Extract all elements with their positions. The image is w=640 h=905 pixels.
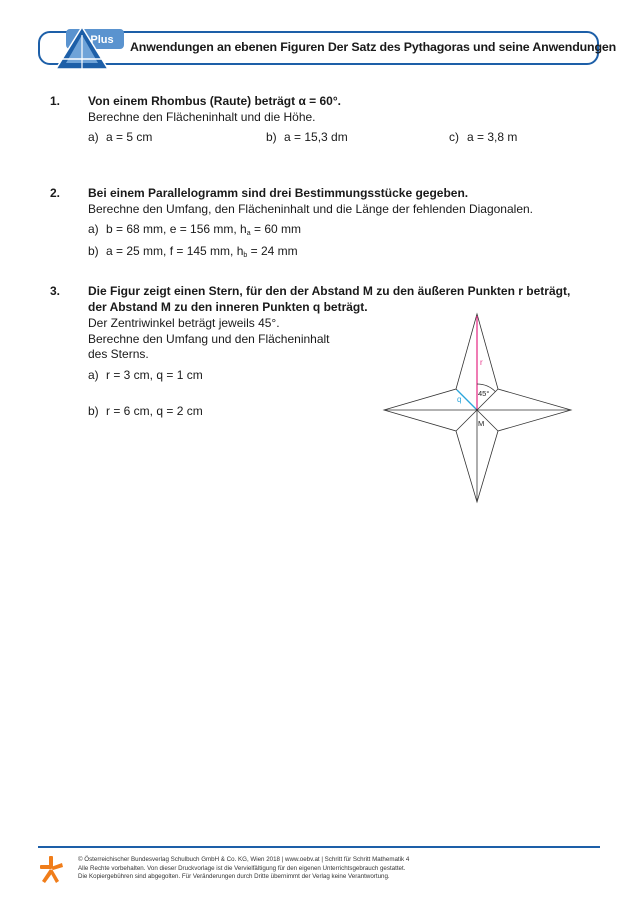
task-1-option-b: b) a = 15,3 dm (266, 130, 348, 144)
footer-copyright: © Österreichischer Bundesverlag Schulbuch GmbH & Co. KG, Wien 2018 | www.oebv.at | Schritt für Schritt Mathematik 4 (78, 856, 410, 863)
header-badge: Plus (90, 34, 114, 46)
footer-rule (38, 846, 600, 848)
footer-rights: Alle Rechte vorbehalten. Von dieser Druckvorlage ist die Vervielfältigung für den eigenen Unterrichtsgebrauch gestattet. (78, 864, 406, 872)
task-1-option-a: a) a = 5 cm (88, 130, 153, 144)
page-title: Anwendungen an ebenen Figuren Der Satz des Pythagoras und seine Anwendungen (130, 40, 617, 54)
task-3-text-line-3: des Sterns. (88, 347, 149, 361)
task-2-heading: Bei einem Parallelogramm sind drei Bestimmungsstücke gegeben. (88, 186, 469, 200)
task-3-number: 3. (50, 284, 61, 298)
center-label: M (478, 419, 485, 428)
angle-label: 45° (478, 389, 490, 398)
task-2-text: Berechne den Umfang, den Flächeninhalt und die Länge der fehlenden Diagonalen. (88, 202, 533, 216)
footer-disclaimer: Die Kopiergebühren sind abgegolten. Für Veränderungen durch Dritte übernimmt der Verlag keine Verantwortung. (78, 873, 390, 881)
task-3-heading-line-2: der Abstand M zu den inneren Punkten q beträgt. (88, 300, 368, 314)
task-3-option-a: a) r = 3 cm, q = 1 cm (88, 368, 203, 382)
task-3-text-line-1: Der Zentriwinkel beträgt jeweils 45°. (88, 316, 280, 330)
task-1-number: 1. (50, 94, 61, 108)
q-label: q (457, 395, 462, 404)
task-2-number: 2. (50, 186, 61, 200)
star-figure (380, 310, 575, 505)
task-1-option-c: c) a = 3,8 m (449, 130, 518, 144)
task-3-text-line-2: Berechne den Umfang und den Flächeninhalt (88, 332, 330, 346)
task-1-text: Berechne den Flächeninhalt und die Höhe. (88, 110, 316, 124)
task-2-option-b: b) a = 25 mm, f = 145 mm, $h_b = 24$ mm (88, 244, 298, 259)
task-3-option-b: b) r = 6 cm, q = 2 cm (88, 404, 203, 418)
task-2-option-a: a) b = 68 mm, e = 156 mm, $h_a = 60$ mm (88, 222, 301, 237)
footer-text (78, 856, 409, 882)
task-1-heading: Von einem Rhombus (Raute) beträgt α = 60°. (88, 94, 341, 108)
publisher-logo-icon (38, 854, 64, 884)
r-label: r (480, 358, 483, 367)
plus-logo-icon (52, 23, 128, 71)
task-3-heading-line-1: Die Figur zeigt einen Stern, für den der Abstand M zu den äußeren Punkten r beträgt, (88, 284, 571, 298)
